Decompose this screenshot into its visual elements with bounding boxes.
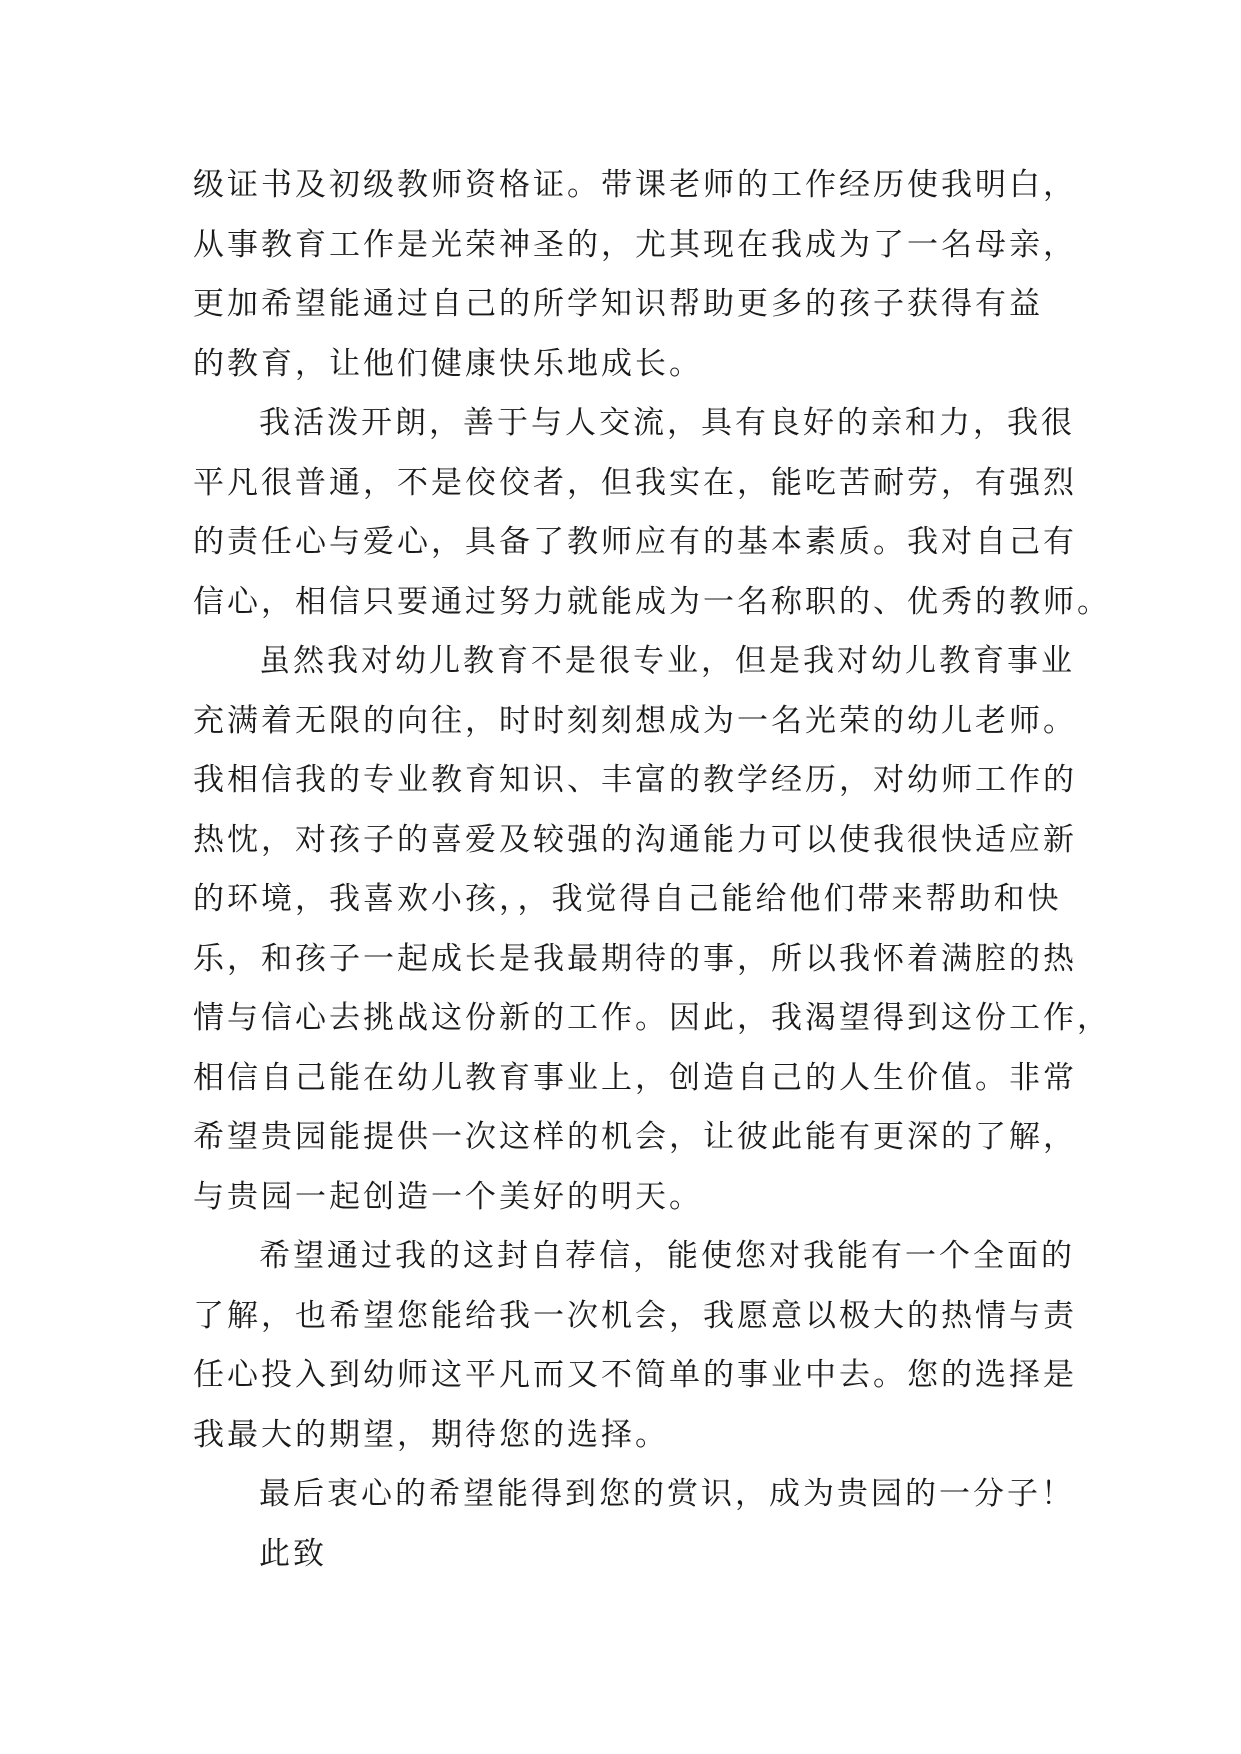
text-line: 希望贵园能提供一次这样的机会，让彼此能有更深的了解，: [193, 1119, 1077, 1155]
text-line: 情与信心去挑战这份新的工作。因此，我渴望得到这份工作，: [193, 1000, 1111, 1036]
text-line: 热忱，对孩子的喜爱及较强的沟通能力可以使我很快适应新: [193, 821, 1077, 858]
text-line: 任心投入到幼师这平凡而又不简单的事业中去。您的选择是: [193, 1357, 1077, 1393]
paragraph-start-line: 虽然我对幼儿教育不是很专业，但是我对幼儿教育事业: [259, 643, 1075, 679]
text-line: 平凡很普通，不是佼佼者，但我实在，能吃苦耐劳，有强烈: [193, 464, 1077, 501]
text-line: 的环境，我喜欢小孩，，我觉得自己能给他们带来帮助和快: [193, 881, 1062, 917]
text-line: 从事教育工作是光荣神圣的，尤其现在我成为了一名母亲，: [193, 226, 1077, 263]
text-line: 我最大的期望，期待您的选择。: [193, 1416, 669, 1453]
text-line: 信心，相信只要通过努力就能成为一名称职的、优秀的教师。: [193, 583, 1111, 620]
text-line: 与贵园一起创造一个美好的明天。: [193, 1178, 703, 1215]
paragraph-start-line: 希望通过我的这封自荐信，能使您对我能有一个全面的: [259, 1238, 1075, 1274]
text-line: 相信自己能在幼儿教育事业上，创造自己的人生价值。非常: [193, 1059, 1077, 1096]
closing-line: 最后衷心的希望能得到您的赏识，成为贵园的一分子！: [259, 1476, 1075, 1512]
letter-body: [193, 156, 1111, 1584]
paragraph-start-line: 我活泼开朗，善于与人交流，具有良好的亲和力，我很: [259, 405, 1075, 441]
text-line: 更加希望能通过自己的所学知识帮助更多的孩子获得有益: [193, 286, 1043, 322]
text-line: 的责任心与爱心，具备了教师应有的基本素质。我对自己有: [193, 524, 1077, 560]
salutation-line: 此致: [259, 1535, 327, 1572]
text-line: 乐，和孩子一起成长是我最期待的事，所以我怀着满腔的热: [193, 940, 1077, 977]
text-line: 级证书及初级教师资格证。带课老师的工作经历使我明白，: [193, 167, 1077, 203]
text-line: 的教育，让他们健康快乐地成长。: [193, 345, 703, 382]
text-line: 充满着无限的向往，时时刻刻想成为一名光荣的幼儿老师。: [193, 702, 1077, 739]
text-line: 我相信我的专业教育知识、丰富的教学经历，对幼师工作的: [193, 762, 1077, 798]
text-line: 了解，也希望您能给我一次机会，我愿意以极大的热情与责: [193, 1297, 1077, 1334]
